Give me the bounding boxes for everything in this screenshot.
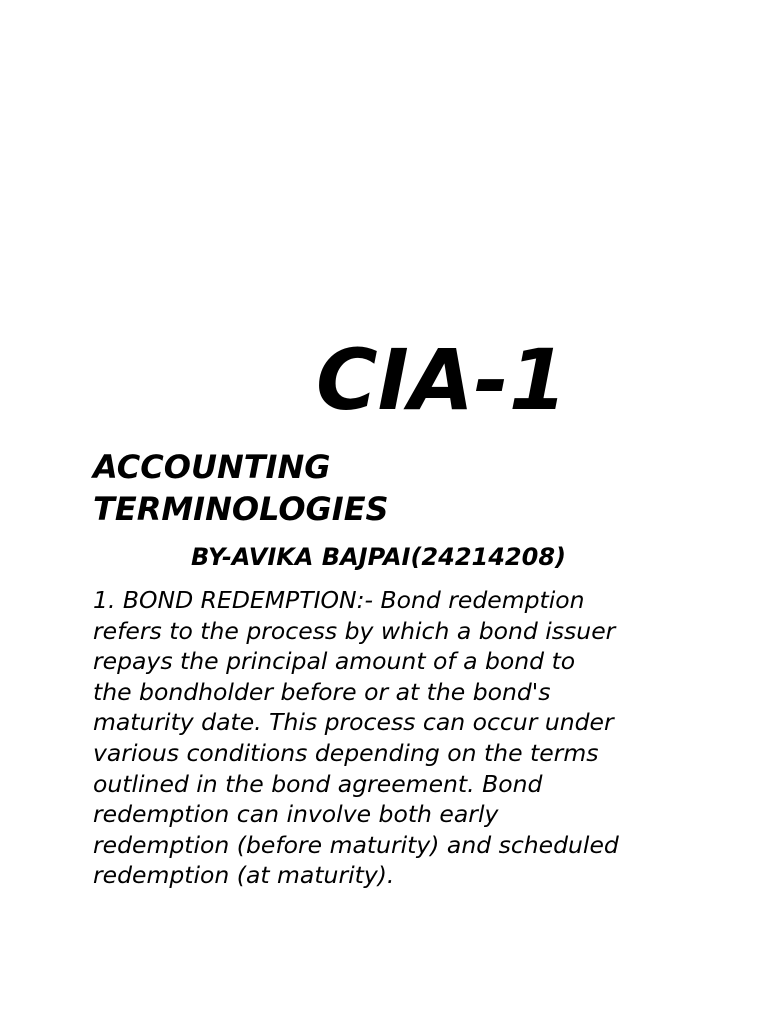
paragraph-line: the bondholder before or at the bond's — [93, 677, 551, 706]
paragraph-line: redemption can involve both early — [93, 800, 499, 829]
document-subtitle — [93, 446, 613, 530]
paragraph-line: refers to the process by which a bond issuer — [93, 616, 616, 645]
paragraph-line: various conditions depending on the terms — [93, 738, 599, 767]
subtitle-line: ACCOUNTING — [93, 448, 331, 486]
author-line: BY-AVIKA BAJPAI(24214208) — [191, 543, 566, 571]
paragraph-line: 1. BOND REDEMPTION:- Bond redemption — [93, 586, 585, 614]
paragraph-line: redemption (at maturity). — [93, 861, 395, 890]
paragraph-line: redemption (before maturity) and scheduled — [93, 830, 619, 859]
bond-redemption-paragraph — [93, 585, 683, 891]
paragraph-line: repays the principal amount of a bond to — [93, 647, 576, 676]
subtitle-line: TERMINOLOGIES — [93, 490, 389, 528]
document-title: CIA-1 — [316, 331, 568, 429]
paragraph-line: maturity date. This process can occur under — [93, 708, 614, 737]
paragraph-line: outlined in the bond agreement. Bond — [93, 769, 543, 798]
